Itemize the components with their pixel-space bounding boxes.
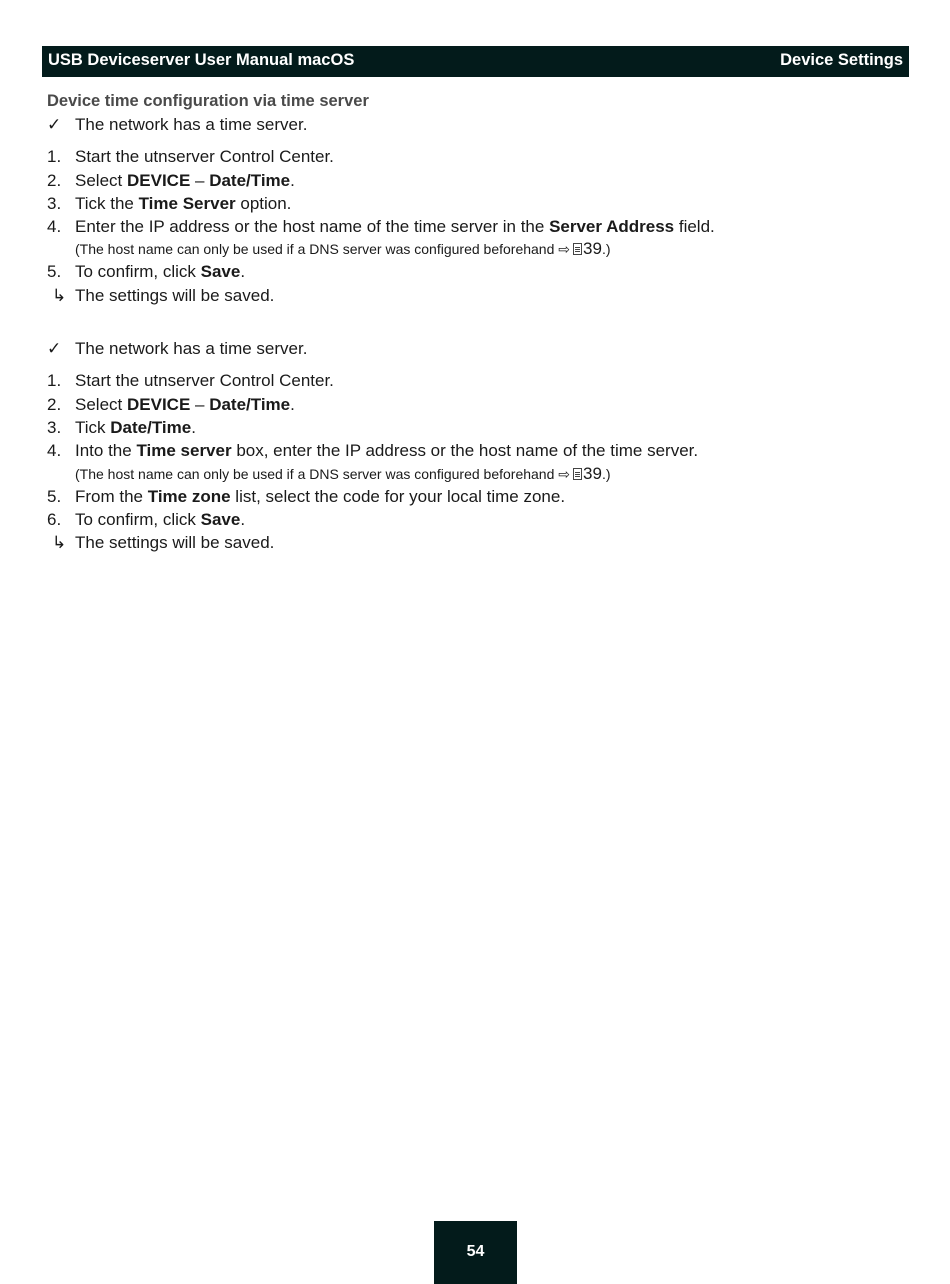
arrow-right-icon: ⇨ [558,241,571,258]
step-1 [47,369,907,392]
step-2 [47,169,907,192]
step-6 [47,508,907,531]
prerequisite [47,113,907,136]
arrow-right-icon: ⇨ [558,465,571,482]
step-3 [47,192,907,215]
manual-title: USB Deviceserver User Manual macOS [48,51,355,69]
result [47,284,907,307]
step-text: Tick Date/Time. [75,417,196,437]
step-number: 5. [47,262,62,282]
note-text: (The host name can only be used if a DNS server was configured beforehand ⇨ 39.) [75,463,611,483]
step-number: 2. [47,170,62,190]
step-note [47,463,907,485]
page-content [47,90,907,554]
step-number: 2. [47,394,62,414]
note-text: (The host name can only be used if a DNS server was configured beforehand ⇨ 39.) [75,239,611,259]
step-text: To confirm, click Save. [75,262,246,282]
step-note [47,238,907,260]
prerequisite [47,337,907,360]
step-5 [47,485,907,508]
step-text: Enter the IP address or the host name of the time server in the Server Address field. [75,217,715,237]
step-number: 1. [47,371,62,391]
step-text: To confirm, click Save. [75,509,246,529]
result-arrow-icon: ↳ [52,533,67,553]
step-2 [47,393,907,416]
prerequisite-text: The network has a time server. [75,339,308,359]
result [47,531,907,554]
page-reference-icon [573,243,582,255]
step-number: 6. [47,509,62,529]
page-header [42,46,909,77]
result-text: The settings will be saved. [75,533,275,553]
section-title: Device time configuration via time server [47,92,369,110]
step-text: Select DEVICE – Date/Time. [75,394,295,414]
step-text: From the Time zone list, select the code for your local time zone. [75,486,566,506]
page-reference-link[interactable]: 39 [583,463,602,483]
step-text: Start the utnserver Control Center. [75,371,334,391]
step-number: 4. [47,441,62,461]
page-reference-link[interactable]: 39 [583,239,602,259]
step-number: 4. [47,217,62,237]
result-text: The settings will be saved. [75,285,275,305]
step-number: 3. [47,417,62,437]
step-text: Into the Time server box, enter the IP address or the host name of the time server. [75,441,699,461]
step-text: Select DEVICE – Date/Time. [75,170,295,190]
chapter-title: Device Settings [780,51,903,69]
page-reference-icon [573,468,582,480]
check-icon: ✓ [47,339,62,359]
step-number: 3. [47,193,62,213]
step-text: Tick the Time Server option. [75,193,292,213]
step-5 [47,260,907,283]
step-3 [47,416,907,439]
result-arrow-icon: ↳ [52,285,67,305]
step-4 [47,215,907,238]
step-4 [47,439,907,462]
check-icon: ✓ [47,115,62,134]
step-text: Start the utnserver Control Center. [75,147,334,167]
step-1 [47,145,907,168]
step-number: 5. [47,486,62,506]
page-number: 54 [434,1221,517,1284]
prerequisite-text: The network has a time server. [75,115,308,134]
step-number: 1. [47,147,62,167]
